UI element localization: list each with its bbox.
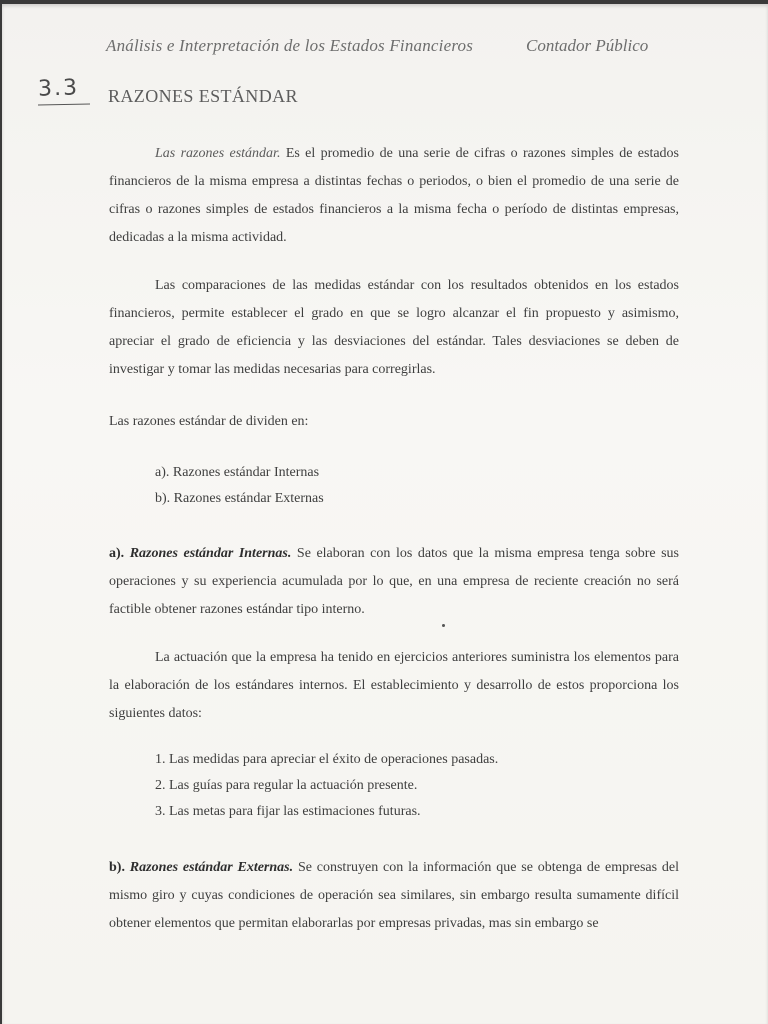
internal-label-number: a). (109, 546, 125, 561)
data-list (155, 747, 498, 825)
external-label-number: b). (109, 860, 125, 875)
list-item: a). Razones estándar Internas (155, 465, 320, 480)
external-label: Razones estándar Externas. (129, 860, 294, 875)
paragraph-internal-standards (109, 540, 679, 624)
list-item: 3. Las metas para fijar las estimaciones futuras. (155, 804, 421, 819)
list-item: 1. Las medidas para apreciar el éxito de operaciones pasadas. (155, 752, 499, 767)
running-header-title: Análisis e Interpretación de los Estados Financieros (106, 36, 474, 55)
standard-types-list (155, 460, 324, 512)
internal-label: Razones estándar Internas. (129, 546, 292, 561)
definition-text: Es el promedio de una serie de cifras o razones simples de estados financieros de la misma empresa a distintas fechas o periodos, o bien el promedio de una serie de cifras o razones simples de estados financieros a la misma fecha o período de distintas empresas, dedicadas a la misma actividad. (109, 146, 679, 245)
document-page (2, 4, 768, 1024)
handwritten-underline (38, 104, 90, 106)
definition-term: Las razones estándar. (155, 146, 281, 161)
section-title: RAZONES ESTÁNDAR (108, 86, 298, 106)
running-header-author: Contador Público (526, 36, 649, 55)
handwritten-section-number: 3.3 (37, 75, 80, 102)
paragraph-internal-data: La actuación que la empresa ha tenido en ejercicios anteriores suministra los elementos para la elaboración de los estándares internos. El establecimiento y desarrollo de estos proporciona los siguientes datos: (109, 650, 679, 721)
internal-text: Se elaboran con los datos que la misma empresa tenga sobre sus operaciones y su experiencia acumulada por lo que, en una empresa de reciente creación no será factible obtener razones estándar tipo interno. (109, 546, 680, 617)
external-text: Se construyen con la información que se obtenga de empresas del mismo giro y cuyas condiciones de operación sea similares, sin embargo resulta sumamente difícil obtener elementos que permitan elaborarlas por empresas privadas, mas sin embargo se (109, 860, 679, 931)
paragraph-division-intro: Las razones estándar de dividen en: (109, 414, 309, 429)
paragraph-comparisons: Las comparaciones de las medidas estándar con los resultados obtenidos en los estados financieros, permite establecer el grado en que se logro alcanzar el fin propuesto y asimismo, apreciar el grado de eficiencia y las desviaciones del estándar. Tales desviaciones se deben de investigar y tomar las medidas necesarias para corregirlas. (109, 278, 679, 377)
paragraph-external-standards (109, 854, 679, 938)
paragraph-definition (109, 140, 679, 252)
list-item: b). Razones estándar Externas (155, 491, 324, 506)
speck-mark (442, 624, 445, 627)
list-item: 2. Las guías para regular la actuación presente. (155, 778, 418, 793)
